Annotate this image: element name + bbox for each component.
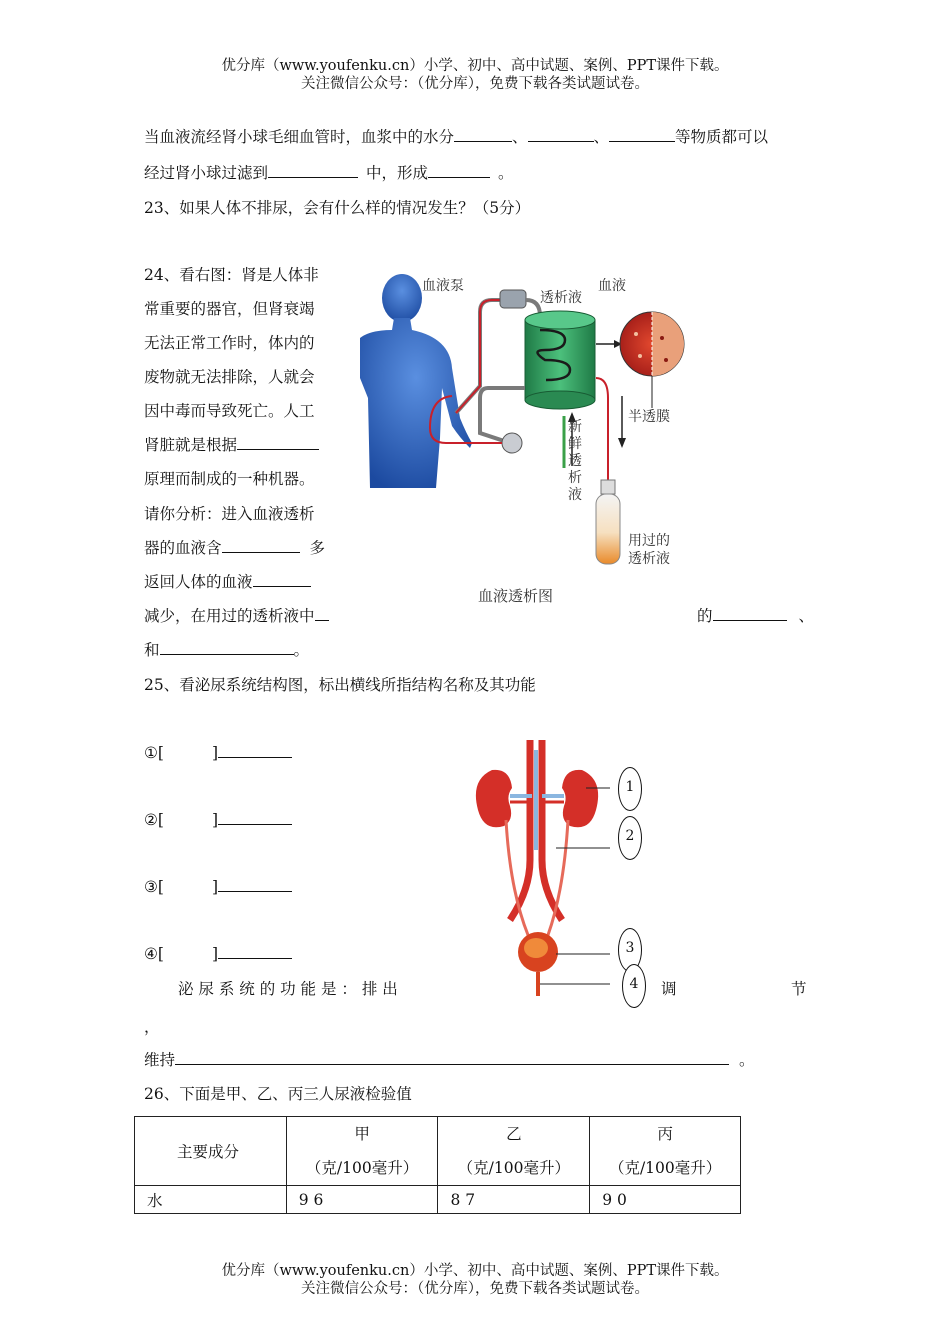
table-cell: 8 7 xyxy=(438,1186,590,1214)
blood-pump-icon xyxy=(500,290,526,308)
blank xyxy=(454,127,512,142)
table-header-cell xyxy=(286,1117,438,1186)
q24-line: 原理而制成的一种机器。 xyxy=(144,470,315,488)
blank xyxy=(218,944,292,959)
q25-item xyxy=(144,876,292,898)
blank xyxy=(253,572,311,587)
blank xyxy=(528,127,594,142)
column-unit: （克/100毫升） xyxy=(457,1159,570,1177)
blank xyxy=(175,1050,729,1065)
table-header-cell: 主要成分 xyxy=(135,1117,287,1186)
label-fresh-char: 新 xyxy=(568,419,582,435)
blank xyxy=(237,435,319,450)
separator: 、 xyxy=(512,128,528,146)
q24-line xyxy=(144,605,329,627)
bracket: ] xyxy=(211,811,219,829)
figure-number-2: 2 xyxy=(618,816,642,860)
blank xyxy=(218,743,292,758)
column-name: 丙 xyxy=(657,1125,673,1143)
q25-item-label: ③[ xyxy=(144,878,164,896)
label-membrane: 半透膜 xyxy=(628,409,670,425)
column-unit: （克/100毫升） xyxy=(608,1159,722,1177)
intro-text: 。 xyxy=(498,164,514,182)
q25-item xyxy=(144,742,292,764)
q25-maintain-line xyxy=(144,1049,755,1071)
question-25-title: 25、看泌尿系统结构图，标出横线所指结构名称及其功能 xyxy=(144,676,536,694)
right-kidney xyxy=(562,770,598,827)
dialysis-diagram xyxy=(360,268,695,613)
urine-table xyxy=(134,1116,741,1214)
label-blood: 血液 xyxy=(598,278,626,294)
q24-text: 、 xyxy=(798,607,815,625)
q25-item xyxy=(144,943,292,965)
urinary-system-diagram xyxy=(470,740,610,998)
pump-ball-icon xyxy=(502,433,522,453)
q25-function-text: 调 xyxy=(661,980,677,998)
intro-line-1 xyxy=(144,126,768,148)
q25-item xyxy=(144,809,292,831)
column-name: 乙 xyxy=(506,1125,522,1143)
header-line-2: 关注微信公众号：（优分库），免费下载各类试题试卷。 xyxy=(301,76,649,92)
q25-item-label: ①[ xyxy=(144,744,164,762)
q24-line xyxy=(144,537,325,559)
q24-line xyxy=(144,434,319,456)
left-kidney xyxy=(476,770,512,827)
q25-item-label: ②[ xyxy=(144,811,164,829)
label-fresh-char: 鲜 xyxy=(568,436,582,452)
bracket: ] xyxy=(211,744,219,762)
q24-text: 返回人体的血液 xyxy=(144,573,253,591)
blood-circle xyxy=(620,312,684,376)
used-dialysate-bottle xyxy=(596,480,620,564)
table-cell: 9 6 xyxy=(286,1186,438,1214)
q24-text: 器的血液含 xyxy=(144,539,222,557)
footer-line-2: 关注微信公众号：（优分库），免费下载各类试题试卷。 xyxy=(301,1281,649,1297)
blank xyxy=(218,877,292,892)
table-header-cell xyxy=(590,1117,741,1186)
blank xyxy=(315,606,329,621)
figure-number-4: 4 xyxy=(622,964,646,1008)
q24-line-right xyxy=(697,605,814,627)
blank xyxy=(609,127,675,142)
q25-comma: ， xyxy=(144,1018,160,1036)
q24-line: 请你分析：进入血液透析 xyxy=(144,505,315,523)
blank xyxy=(160,640,294,655)
blank xyxy=(222,538,300,553)
intro-text: 经过肾小球过滤到 xyxy=(144,164,269,182)
q24-text: 的 xyxy=(697,607,713,625)
footer-line-1: 优分库（www.youfenku.cn）小学、初中、高中试题、案例、PPT课件下载。 xyxy=(221,1263,729,1279)
header-line-1: 优分库（www.youfenku.cn）小学、初中、高中试题、案例、PPT课件下载。 xyxy=(221,58,729,74)
q25-function-text: 节 xyxy=(791,980,807,998)
table-header-row xyxy=(135,1117,741,1186)
q24-text: 多 xyxy=(309,539,326,557)
q24-line: 因中毒而导致死亡。人工 xyxy=(144,402,315,420)
q24-text: 肾脏就是根据 xyxy=(144,436,238,454)
column-unit: （克/100毫升） xyxy=(305,1159,419,1177)
table-cell: 水 xyxy=(135,1186,287,1214)
intro-text: 等物质都可以 xyxy=(675,128,769,146)
blank xyxy=(218,810,292,825)
intro-text: 当血液流经肾小球毛细血管时，血浆中的水分 xyxy=(144,128,455,146)
bracket: ] xyxy=(211,945,219,963)
q24-text: 。 xyxy=(293,641,310,659)
label-used: 透析液 xyxy=(628,551,670,567)
table-header-cell xyxy=(438,1117,590,1186)
human-body xyxy=(360,274,472,488)
blank xyxy=(428,163,490,178)
intro-text: 中，形成 xyxy=(366,164,429,182)
blank xyxy=(713,606,787,621)
q24-text: 减少，在用过的透析液中 xyxy=(144,607,315,625)
column-name: 甲 xyxy=(354,1125,370,1143)
label-fresh-char: 透 xyxy=(568,453,582,469)
figure-number-1: 1 xyxy=(618,767,642,811)
label-pump: 血液泵 xyxy=(422,278,464,294)
label-fresh-char: 液 xyxy=(568,487,582,503)
intro-line-2 xyxy=(144,162,514,184)
label-used: 用过的 xyxy=(628,533,670,549)
q24-line: 无法正常工作时，体内的 xyxy=(144,334,315,352)
q25-item-label: ④[ xyxy=(144,945,164,963)
q24-line xyxy=(144,639,309,661)
separator: 、 xyxy=(593,128,610,146)
q24-line: 常重要的器官，但肾衰竭 xyxy=(144,300,315,318)
q24-line: 废物就无法排除，人就会 xyxy=(144,368,315,386)
label-fresh-char: 析 xyxy=(568,470,582,486)
bracket: ] xyxy=(211,878,219,896)
label-dialysate: 透析液 xyxy=(540,290,582,306)
q24-line xyxy=(144,571,311,593)
figure-number-3: 3 xyxy=(618,928,642,972)
q25-function-text: 泌 尿 系 统 的 功 能 是 ： 排 出 xyxy=(178,980,398,998)
question-23: 23、如果人体不排尿，会有什么样的情况发生？（5分） xyxy=(144,199,531,217)
q25-text: 维持 xyxy=(144,1051,176,1069)
dialyzer xyxy=(525,311,595,409)
q24-text: 和 xyxy=(144,641,160,659)
table-cell: 9 0 xyxy=(590,1186,741,1214)
figure-caption: 血液透析图 xyxy=(478,587,554,605)
blank xyxy=(268,163,358,178)
table-row xyxy=(135,1186,741,1214)
q25-text: 。 xyxy=(739,1051,755,1069)
question-26-title: 26、下面是甲、乙、丙三人尿液检验值 xyxy=(144,1085,412,1103)
q24-line: 24、看右图：肾是人体非 xyxy=(144,266,319,284)
